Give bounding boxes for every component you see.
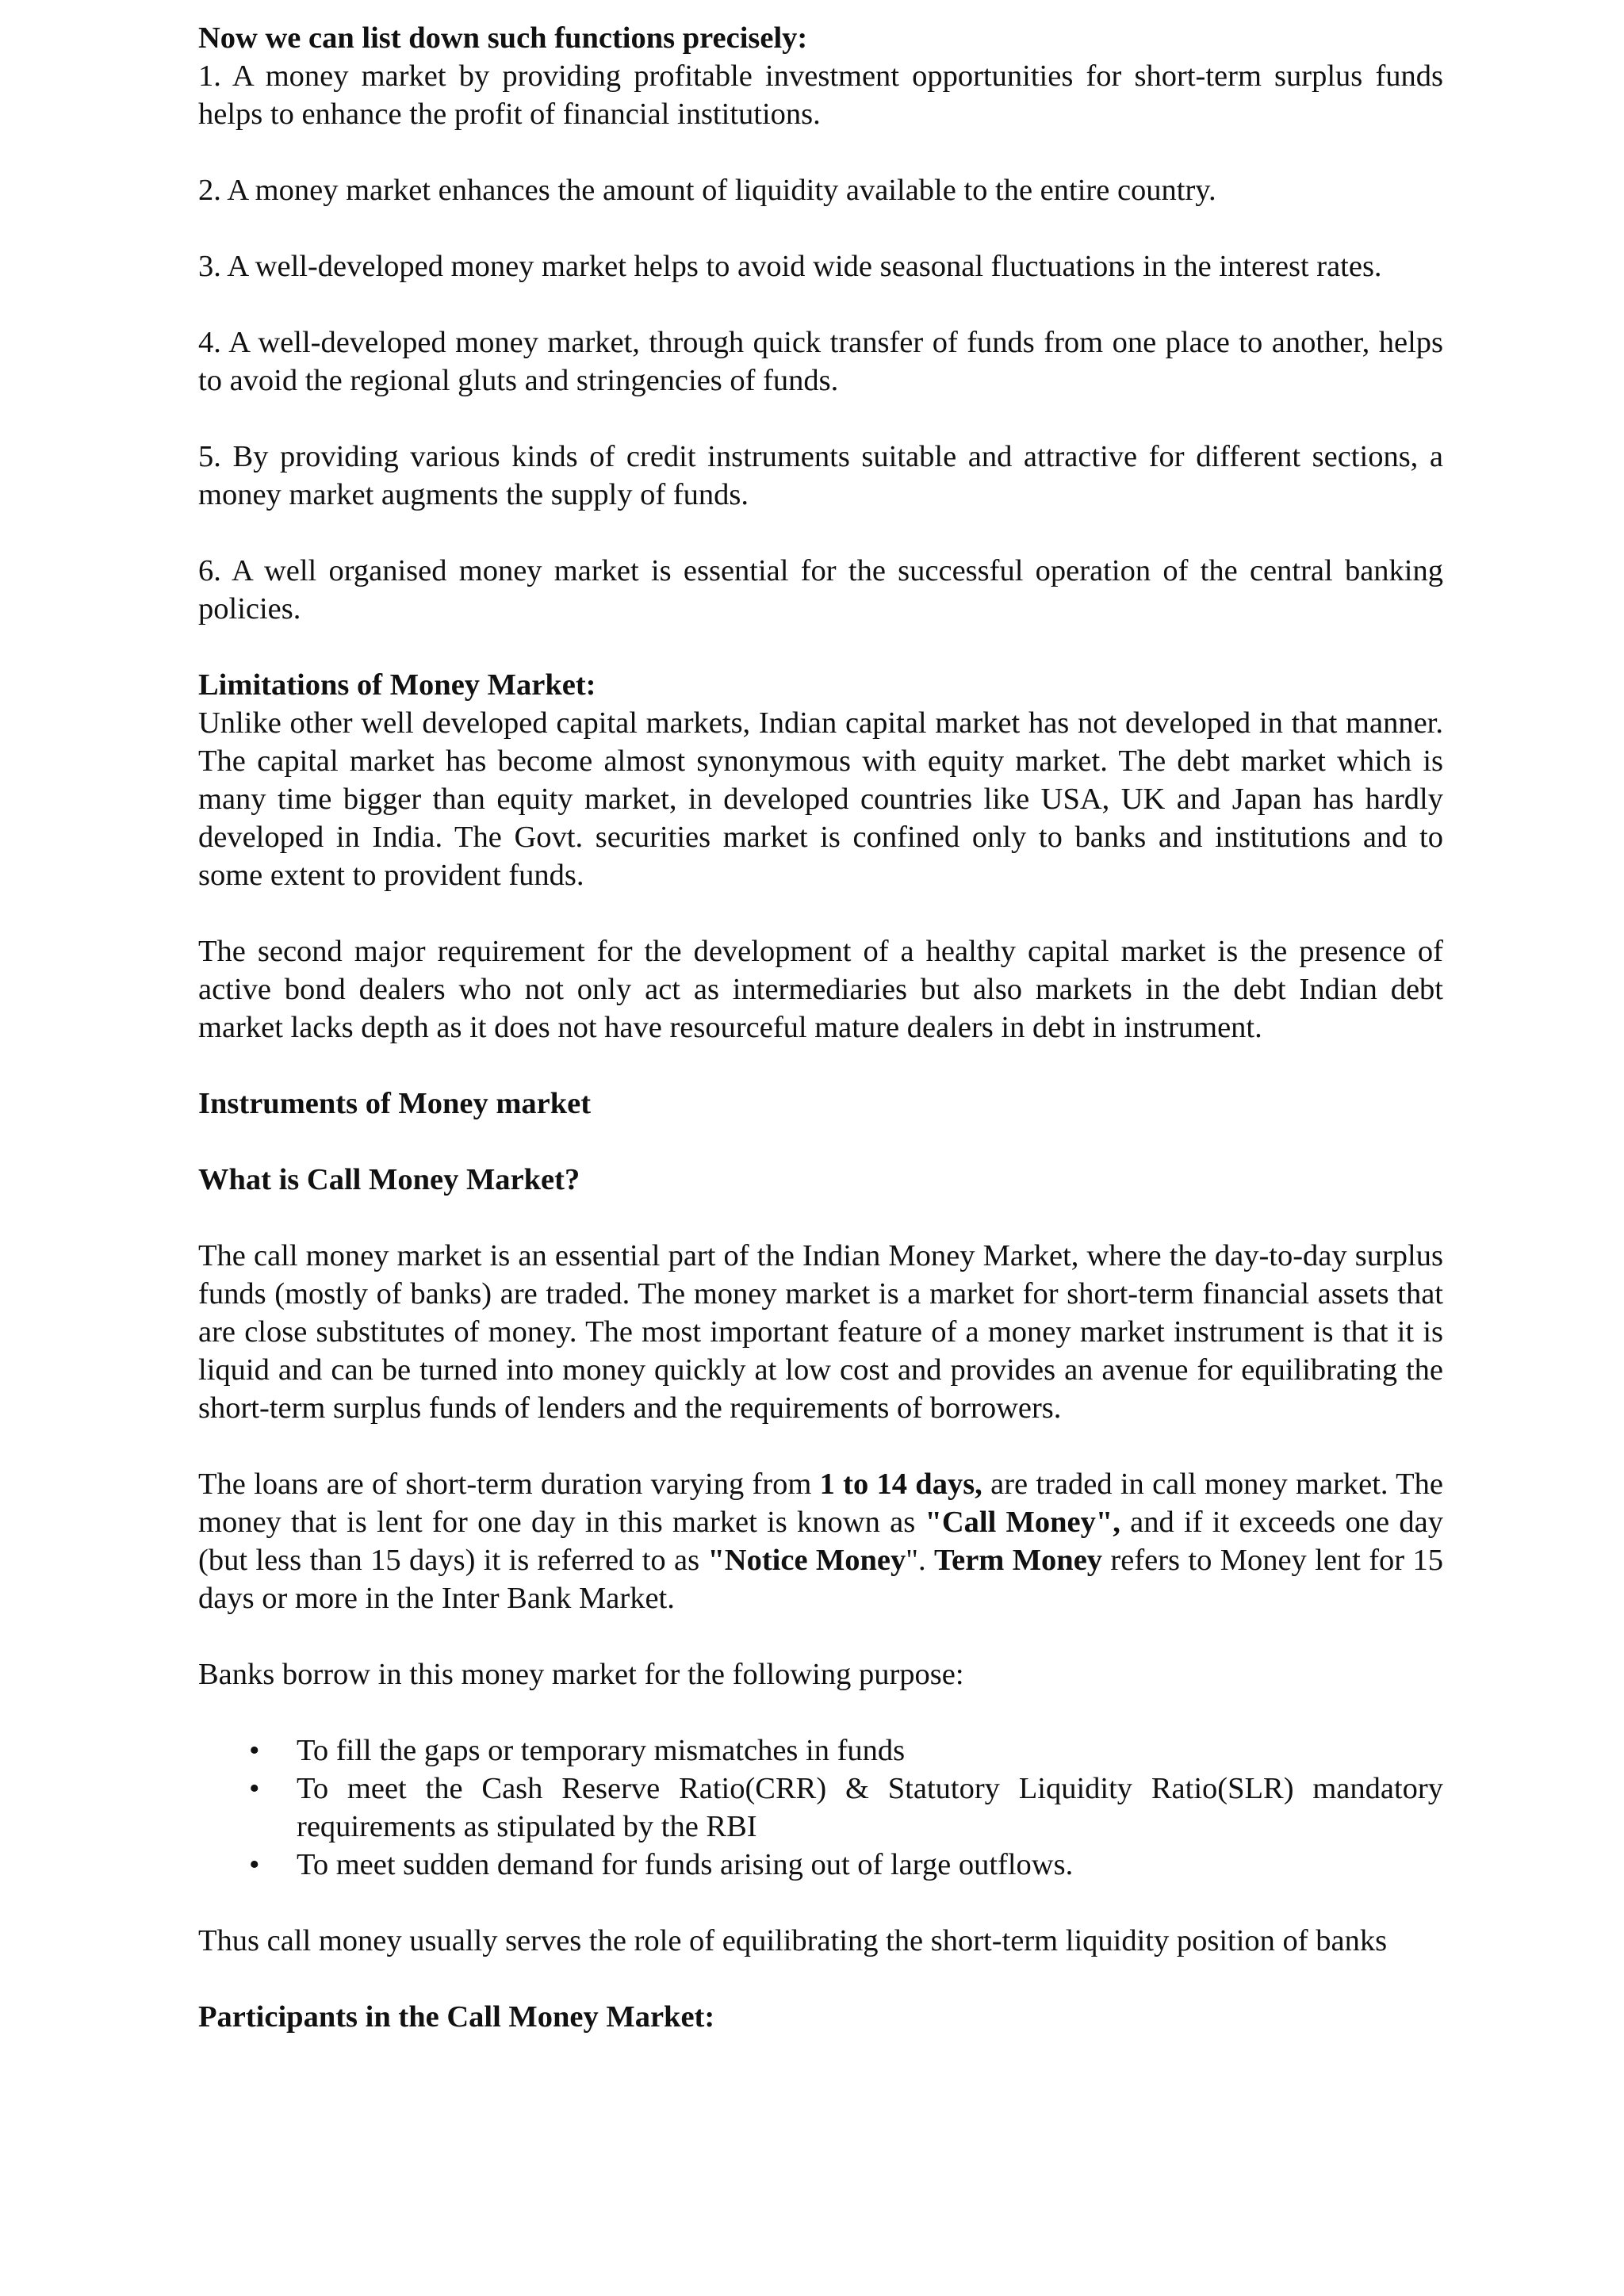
purpose-text: To meet sudden demand for funds arising out of large outflows. — [297, 1848, 1074, 1881]
bullet-icon: • — [249, 1734, 260, 1767]
text-run: and if it exceeds one day (but less than 15 days) it is referred to as — [198, 1506, 1443, 1577]
duration-emphasis: 1 to 14 days, — [819, 1468, 982, 1501]
bullet-icon: • — [249, 1848, 260, 1881]
purpose-intro: Banks borrow in this money market for the following purpose: — [198, 1658, 964, 1691]
bullet-icon: • — [249, 1772, 260, 1805]
functions-heading: Now we can list down such functions precisely: — [198, 21, 808, 55]
purpose-text: To fill the gaps or temporary mismatches in funds — [297, 1734, 906, 1767]
text-run: refers to Money lent for 15 days or more in the Inter Bank Market. — [198, 1544, 1443, 1615]
function-item-3: 3. A well-developed money market helps to avoid wide seasonal fluctuations in the interest rates. — [198, 250, 1382, 283]
participants-heading: Participants in the Call Money Market: — [198, 2000, 715, 2034]
text-run: The loans are of short-term duration varying from — [198, 1468, 820, 1501]
notice-money-term: "Notice Money — [707, 1544, 906, 1577]
purpose-list — [198, 1732, 1443, 1884]
function-item-4: 4. A well-developed money market, through quick transfer of funds from one place to another, helps to avoid the regional gluts and stringencies of funds. — [198, 326, 1443, 397]
call-money-paragraph-1: The call money market is an essential part of the Indian Money Market, where the day-to-day surplus funds (mostly of banks) are traded. The money market is a market for short-term financial assets that are close substitutes of money. The most important feature of a money market instrument is that it is liquid and can be turned into money quickly at low cost and provides an avenue for equilibrating the short-term surplus funds of lenders and the requirements of borrowers. — [198, 1239, 1443, 1425]
purpose-list-item — [198, 1770, 1443, 1846]
text-run: are traded in call money market. The money that is lent for one day in this market is known as — [198, 1468, 1443, 1539]
function-item-1: 1. A money market by providing profitable investment opportunities for short-term surplus funds helps to enhance the profit of financial institutions. — [198, 59, 1443, 131]
function-item-5: 5. By providing various kinds of credit instruments suitable and attractive for different sections, a money market augments the supply of funds. — [198, 440, 1443, 511]
limitations-paragraph-1: Unlike other well developed capital markets, Indian capital market has not developed in that manner. The capital market has become almost synonymous with equity market. The debt market which is many time bigger than equity market, in developed countries like USA, UK and Japan has hardly developed in India. The Govt. securities market is confined only to banks and institutions and to some extent to provident funds. — [198, 706, 1443, 892]
text-run: ". — [906, 1544, 934, 1577]
purpose-list-item — [198, 1846, 1443, 1884]
call-money-paragraph-2 — [198, 1465, 1443, 1617]
purpose-list-item — [198, 1732, 1443, 1770]
term-money-term: Term Money — [933, 1544, 1103, 1577]
instruments-heading: Instruments of Money market — [198, 1087, 592, 1120]
document-page — [198, 19, 1443, 2036]
call-money-heading: What is Call Money Market? — [198, 1163, 580, 1196]
limitations-paragraph-2: The second major requirement for the development of a healthy capital market is the presence of active bond dealers who not only act as intermediaries but also markets in the debt Indian debt market lacks depth as it does not have resourceful mature dealers in debt in instrument. — [198, 935, 1443, 1044]
function-item-6: 6. A well organised money market is essential for the successful operation of the central banking policies. — [198, 554, 1443, 626]
limitations-heading: Limitations of Money Market: — [198, 668, 596, 702]
call-money-conclusion: Thus call money usually serves the role of equilibrating the short-term liquidity position of banks — [198, 1924, 1388, 1957]
call-money-term: "Call Money", — [925, 1506, 1120, 1539]
function-item-2: 2. A money market enhances the amount of liquidity available to the entire country. — [198, 174, 1216, 207]
purpose-text: To meet the Cash Reserve Ratio(CRR) & Statutory Liquidity Ratio(SLR) mandatory requirements as stipulated by the RBI — [297, 1772, 1443, 1843]
